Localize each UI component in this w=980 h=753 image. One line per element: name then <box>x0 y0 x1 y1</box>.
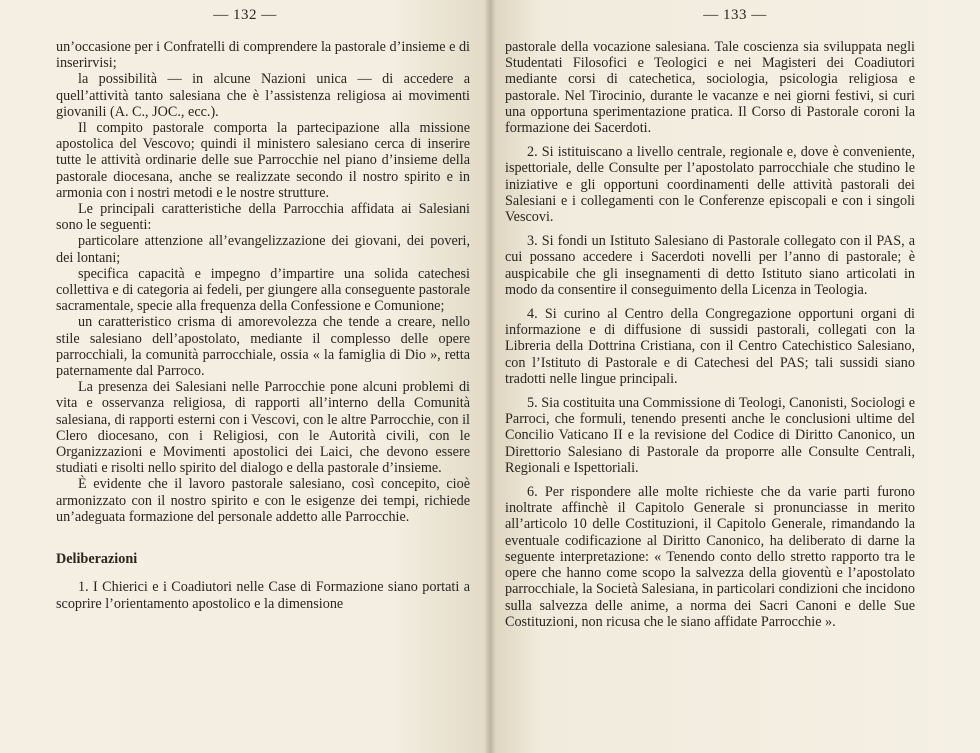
right-page-body <box>505 39 915 630</box>
paragraph: 1. I Chierici e i Coadiutori nelle Case di Formazione siano portati a scoprire l’orientamento apostolico e la dimensione <box>56 579 470 612</box>
paragraph: 5. Sia costituita una Commissione di Teologi, Canonisti, Sociologi e Parroci, che formuli, tenendo presenti anche le conclusioni ultime del Concilio Vaticano II e la revisione del Codice di Diritto Canonico, un Direttorio Salesiano di Pastorale da proporre alle Consulte Centrali, Regionali e Ispettoriali. <box>505 395 915 476</box>
section-heading: Deliberazioni <box>56 551 138 568</box>
paragraph: 4. Si curino al Centro della Congregazione opportuni organi di informazione e di diffusione di sussidi pastorali, collegati con la Libreria della Dottrina Cristiana, con il Centro Catechistico Salesiano, con l’Istituto di Pastorale e di Catechesi del PAS; tali sussidi siano tradotti nelle lingue principali. <box>505 306 915 387</box>
paragraph: La presenza dei Salesiani nelle Parrocchie pone alcuni problemi di vita e osservanza religiosa, di rapporti all’interno della Comunità salesiana, di rapporti esterni con i Vescovi, con le altre Parrocchie, con il Clero diocesano, con i Religiosi, con le Autorità civili, con le Organizzazioni e Movimenti apostolici dei Laici, che devono essere studiati e risolti nello spirito del dialogo e della pastorale d’insieme. <box>56 379 470 477</box>
paragraph: 6. Per rispondere alle molte richieste che da varie parti furono inoltrate affinchè il Capitolo Generale si pronunciasse in merito all’articolo 10 delle Costituzioni, il Capitolo Generale, rimandando la eventuale codificazione al Diritto Canonico, ha deliberato di darne la seguente interpretazione: « Tenendo conto dello stretto rapporto tra le opere che hanno come scopo la salvezza della gioventù e l’apostolato parrocchiale, la Società Salesiana, in particolari condizioni che incidono sulla salvezza delle anime, a norma dei Sacri Canoni e delle Sue Costituzioni, non ricusa che le siano affidate Parrocchie ». <box>505 484 915 630</box>
paragraph: specifica capacità e impegno d’impartire una solida catechesi collettiva e di categoria ai fedeli, per giungere alla conseguente pastorale sacramentale, specie alla frequenza della Confessione e Comunione; <box>56 265 470 315</box>
paragraph: un caratteristico crisma di amorevolezza che tende a creare, nello stile salesiano dell’apostolato, mediante il complesso delle opere parrocchiali, la comunità parrocchiale, ossia « la famiglia di Dio », retta paternamente dal Parroco. <box>56 314 470 380</box>
paragraph: Il compito pastorale comporta la partecipazione alla missione apostolica del Vescovo; quindi il ministero salesiano cerca di inserire tutte le attività ordinarie delle sue Parrocchie nel piano d’insieme della pastorale diocesana, anche se realizzate secondo il nostro spirito e in armonia con i nostri metodi e le nostre strutture. <box>56 120 470 201</box>
paragraph: 3. Si fondi un Istituto Salesiano di Pastorale collegato con il PAS, a cui possano accedere i Sacerdoti novelli per l’anno di pastorale; è auspicabile che gli insegnamenti di detto Istituto siano articolati in modo da consentire il conseguimento della Licenza in Teologia. <box>505 233 915 298</box>
right-page <box>490 0 980 753</box>
paragraph: Le principali caratteristiche della Parrocchia affidata ai Salesiani sono le seguenti: <box>56 201 470 234</box>
paragraph: un’occasione per i Confratelli di comprendere la pastorale d’insieme e di inserirvisi; <box>56 39 470 72</box>
paragraph: pastorale della vocazione salesiana. Tale coscienza sia sviluppata negli Studentati Filosofici e Teologici e nei Magisteri dei Coadiutori mediante corsi di catechetica, sociologia, psicologia religiosa e pastorale. Nel Tirocinio, durante le vacanze e nei giorni festivi, si curi una opportuna sperimentazione pratica. Il Corso di Pastorale coroni la formazione dei Sacerdoti. <box>505 39 915 137</box>
paragraph: È evidente che il lavoro pastorale salesiano, così concepito, cioè armonizzato con il nostro spirito e con le esigenze dei tempi, richiede un’adeguata formazione del personale addetto alle Parrocchie. <box>56 476 470 525</box>
book-gutter <box>484 0 496 753</box>
paragraph: particolare attenzione all’evangelizzazione dei giovani, dei poveri, dei lontani; <box>56 233 470 266</box>
page-number: — 133 — <box>703 7 767 23</box>
page-number: — 132 — <box>213 7 277 23</box>
paragraph: 2. Si istituiscano a livello centrale, regionale e, dove è conveniente, ispettoriale, delle Consulte per l’apostolato parrocchiale che studino le iniziative e gli opportuni coordinamenti delle attività pastorali dei Salesiani e i collegamenti con le Conferenze episcopali e con i singoli Vescovi. <box>505 144 915 226</box>
paragraph: la possibilità — in alcune Nazioni unica — di accedere a quell’attività tanto salesiana che è l’assistenza religiosa ai movimenti giovanili (A. C., JOC., ecc.). <box>56 71 470 120</box>
left-page-body <box>56 39 470 612</box>
